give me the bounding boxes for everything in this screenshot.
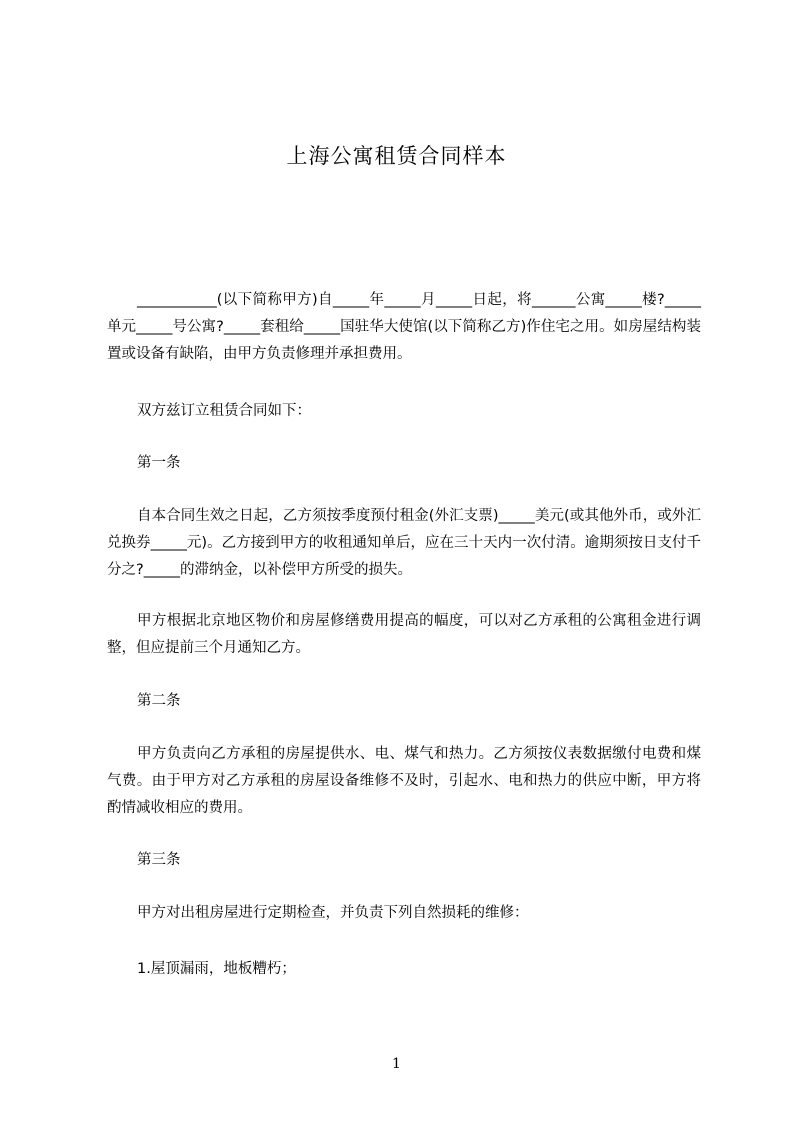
paragraph-article-1-adjustment: 甲方根据北京地区物价和房屋修缮费用提高的幅度，可以对乙方承租的公寓租金进行调整，但应提前三个月通知乙方。 [107, 613, 701, 656]
article-heading-1: 第一条 [137, 455, 181, 471]
paragraph-preamble: ___________(以下简称甲方)自_____年_____月_____日起，将______公寓_____楼?_____单元_____号公寓?_____套租给_____国驻华大使馆(以下简称乙方)作住宅之用。如房屋结构装置或设备有缺陷，由甲方负责修理并承担费用。 [107, 292, 701, 362]
paragraph-article-3-inspection: 甲方对出租房屋进行定期检查，并负责下列自然损耗的维修： [137, 905, 529, 921]
page-number: 1 [392, 1056, 401, 1072]
paragraph-article-2-utilities: 甲方负责向乙方承租的房屋提供水、电、煤气和热力。乙方须按仪表数据缴付电费和煤气费。由于甲方对乙方承租的房屋设备维修不及时，引起水、电和热力的供应中断，甲方将酌情减收相应的费用。 [107, 746, 701, 816]
document-title: 上海公寓租赁合同样本 [286, 144, 507, 168]
list-item-roof-floor: 1.屋顶漏雨，地板糟朽； [137, 961, 296, 977]
article-heading-3: 第三条 [137, 852, 181, 868]
paragraph-article-1-rent: 自本合同生效之日起，乙方须按季度预付租金(外汇支票)_____美元(或其他外币，或外汇兑换券_____元)。乙方接到甲方的收租通知单后，应在三十天内一次付清。逾期须按日支付千分之?_____的滞纳金，以补偿甲方所受的损失。 [107, 508, 701, 578]
paragraph-agreement-intro: 双方兹订立租赁合同如下： [137, 403, 311, 419]
article-heading-2: 第二条 [137, 693, 181, 709]
